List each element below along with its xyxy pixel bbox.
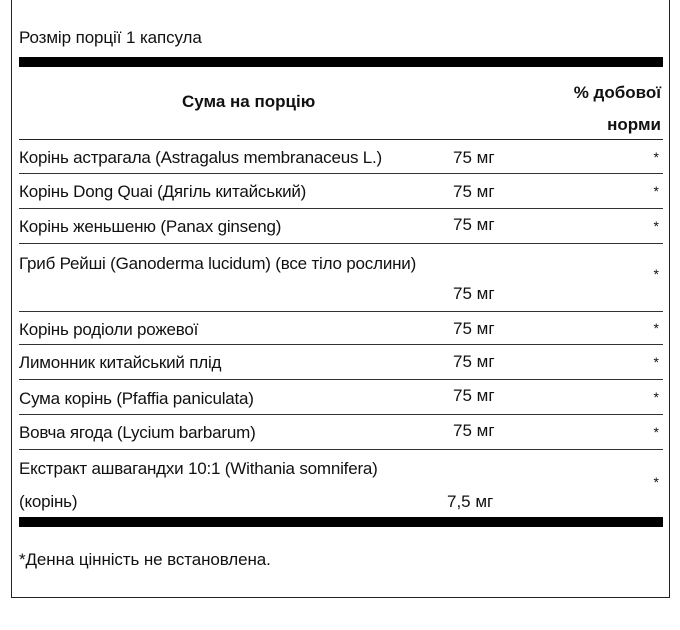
ingredient-daily-value: * <box>653 474 659 490</box>
ingredient-row <box>19 140 663 174</box>
ingredient-name: Гриб Рейші (Ganoderma lucidum) (все тіло рослини) <box>19 254 417 273</box>
ingredient-daily-value: * <box>653 320 659 336</box>
ingredient-row <box>19 345 663 380</box>
ingredient-amount: 75 мг <box>453 182 495 201</box>
daily-value-header-line2: норми <box>607 115 661 134</box>
ingredient-name: Вовча ягода (Lycium barbarum) <box>19 423 256 442</box>
ingredient-row <box>19 312 663 345</box>
ingredient-name: Корінь Dong Quai (Дягіль китайський) <box>19 182 307 201</box>
amount-per-serving-header: Сума на порцію <box>182 92 316 111</box>
ingredient-amount: 7,5 мг <box>447 492 494 511</box>
daily-value-header-line1: % добової <box>573 83 661 102</box>
daily-value-header <box>574 77 661 141</box>
ingredient-daily-value: * <box>653 424 659 440</box>
ingredient-daily-value: * <box>653 389 659 405</box>
ingredient-amount: 75 мг <box>453 319 495 338</box>
ingredient-name: Лимонник китайський плід <box>19 353 222 372</box>
ingredient-daily-value: * <box>653 218 659 234</box>
footnote: *Денна цінність не встановлена. <box>19 550 271 569</box>
ingredient-name-continued: (корінь) <box>19 492 78 511</box>
ingredient-name: Сума корінь (Pfaffia paniculata) <box>19 389 254 408</box>
ingredient-amount: 75 мг <box>453 148 495 167</box>
ingredient-amount: 75 мг <box>453 284 495 303</box>
ingredient-daily-value: * <box>653 354 659 370</box>
ingredient-daily-value: * <box>653 266 659 282</box>
ingredient-amount: 75 мг <box>453 386 495 405</box>
ingredient-name: Корінь женьшеню (Panax ginseng) <box>19 217 282 236</box>
ingredient-amount: 75 мг <box>453 215 495 234</box>
top-divider-bar <box>19 57 663 67</box>
ingredient-row <box>19 450 663 516</box>
ingredient-amount: 75 мг <box>453 352 495 371</box>
ingredient-daily-value: * <box>653 183 659 199</box>
ingredient-daily-value: * <box>653 149 659 165</box>
ingredient-name: Екстракт ашвагандхи 10:1 (Withania somnifera) <box>19 459 378 478</box>
ingredient-amount: 75 мг <box>453 421 495 440</box>
supplement-facts-panel <box>11 0 670 598</box>
serving-size: Розмір порції 1 капсула <box>19 28 202 47</box>
ingredient-row <box>19 380 663 415</box>
ingredient-name: Корінь астрагала (Astragalus membranaceus L.) <box>19 148 383 167</box>
ingredient-row <box>19 209 663 244</box>
bottom-divider-bar <box>19 517 663 527</box>
ingredient-row <box>19 174 663 209</box>
ingredient-row <box>19 415 663 450</box>
ingredient-row <box>19 244 663 312</box>
ingredient-name: Корінь родіоли рожевої <box>19 320 199 339</box>
